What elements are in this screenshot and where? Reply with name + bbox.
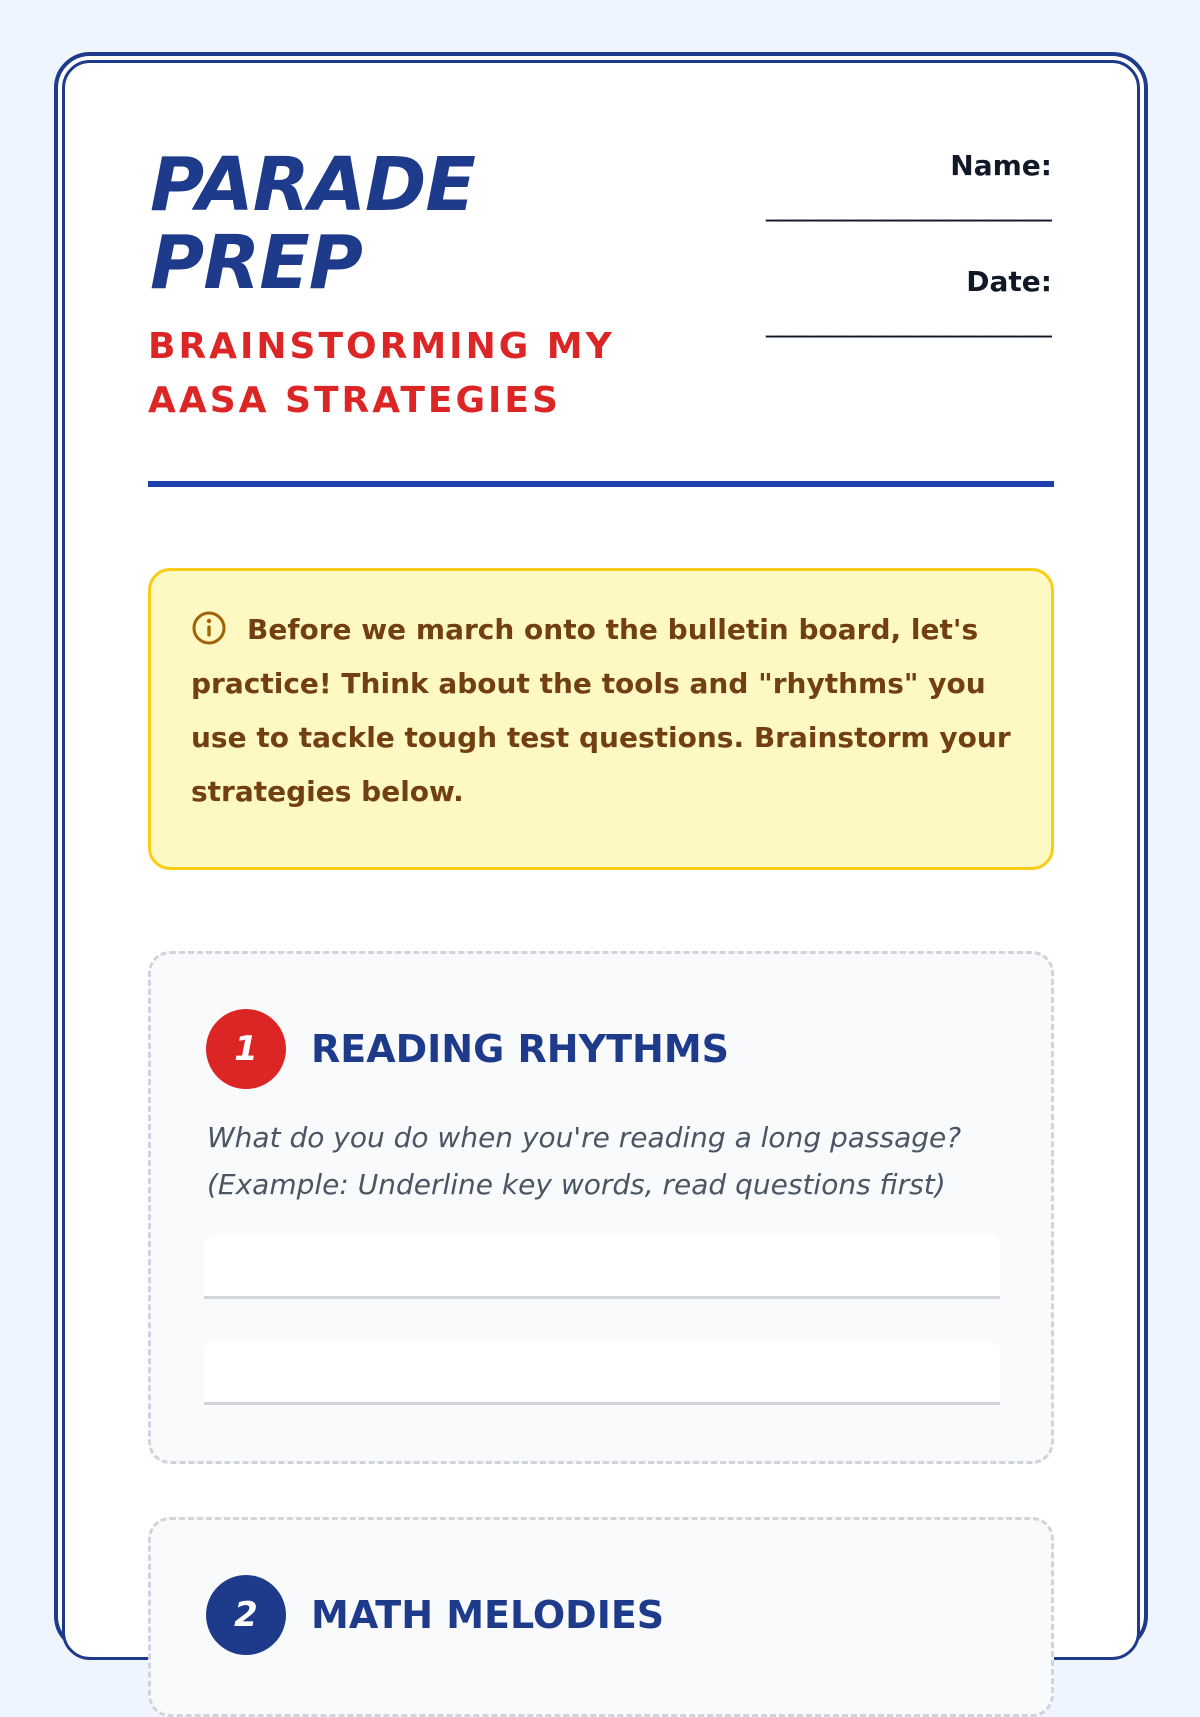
meta-spacer <box>632 226 1052 262</box>
answer-field-2[interactable] <box>204 1341 1000 1405</box>
instructions-paragraph <box>191 603 1011 819</box>
student-info <box>632 146 1052 342</box>
header-divider <box>148 481 1054 487</box>
page-title: PARADE PREP <box>150 142 475 306</box>
date-label: Date: <box>966 265 1052 298</box>
section-prompt: What do you do when you're reading a long passage? (Example: Underline key words, read questions first) <box>207 1121 962 1201</box>
instructions-callout <box>148 568 1054 870</box>
section-math-melodies <box>148 1517 1054 1717</box>
section-title: READING RHYTHMS <box>311 1027 730 1071</box>
info-icon <box>191 610 227 646</box>
answer-field-1[interactable] <box>204 1235 1000 1299</box>
name-blank[interactable]: ______________________ <box>766 189 1052 222</box>
section-number-badge: 1 <box>206 1009 286 1089</box>
section-title: MATH MELODIES <box>311 1593 665 1637</box>
name-label: Name: <box>950 149 1052 182</box>
section-reading-rhythms <box>148 951 1054 1464</box>
section-number-badge: 2 <box>206 1575 286 1655</box>
instructions-text: Before we march onto the bulletin board, let's practice! Think about the tools and "rhythms" you use to tackle tough test questions. Brainstorm your strategies below. <box>191 613 1011 808</box>
page-subtitle: BRAINSTORMING MY AASA STRATEGIES <box>148 326 615 421</box>
date-blank[interactable]: ______________________ <box>766 305 1052 338</box>
